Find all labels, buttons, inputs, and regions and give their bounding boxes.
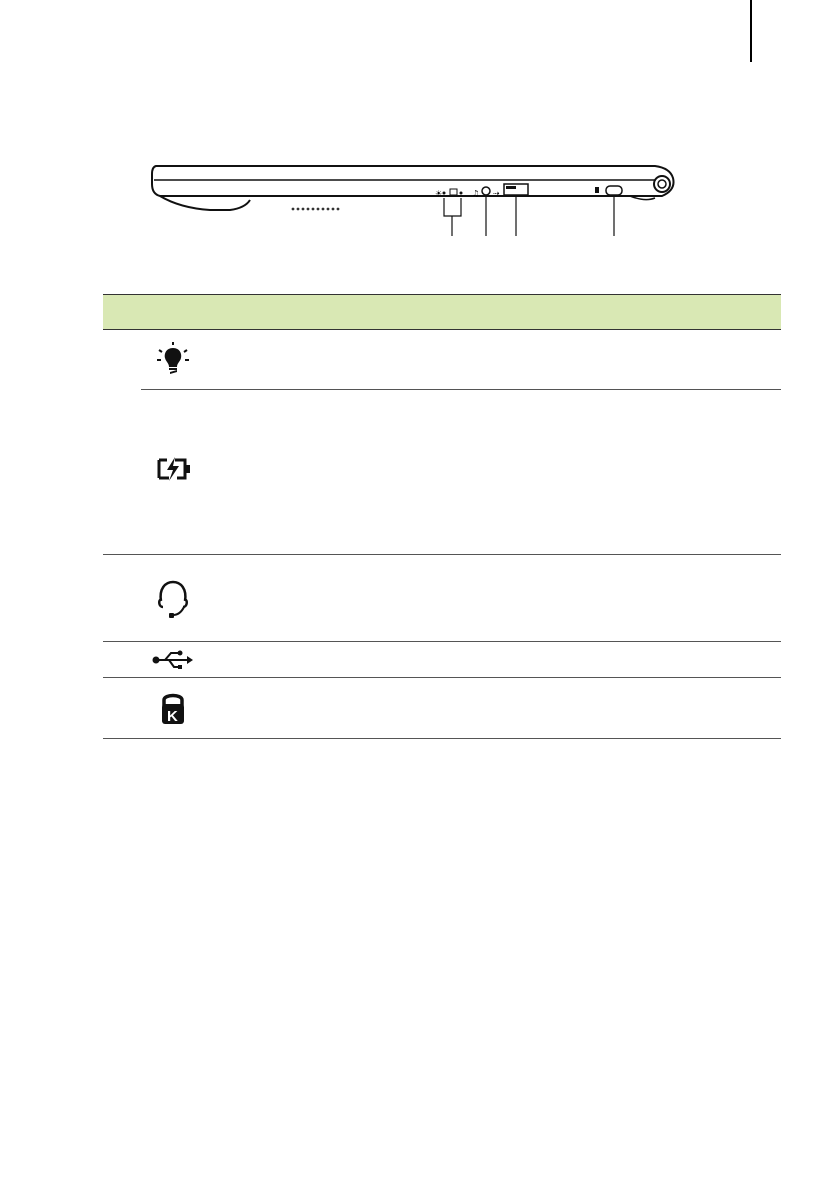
table-row — [103, 390, 781, 555]
table-row — [103, 678, 781, 739]
kensington-lock-icon — [143, 690, 203, 726]
table-header — [103, 294, 781, 330]
battery-charging-icon — [143, 454, 203, 484]
svg-text:☀: ☀ — [435, 189, 443, 198]
svg-text:♫: ♫ — [472, 189, 480, 198]
usb-icon — [143, 648, 203, 672]
page-edge-rule — [750, 0, 752, 62]
speaker-grill — [292, 208, 340, 211]
table-row — [103, 642, 781, 678]
table-row — [103, 330, 781, 390]
lightbulb-icon — [143, 340, 203, 380]
ports-table — [103, 294, 781, 739]
svg-text:K: K — [167, 708, 178, 725]
lock-slot — [595, 186, 622, 195]
table-row — [103, 555, 781, 642]
svg-text:⇢: ⇢ — [493, 189, 500, 198]
headset-icon — [143, 577, 203, 621]
laptop-right-side-illustration — [150, 160, 680, 240]
